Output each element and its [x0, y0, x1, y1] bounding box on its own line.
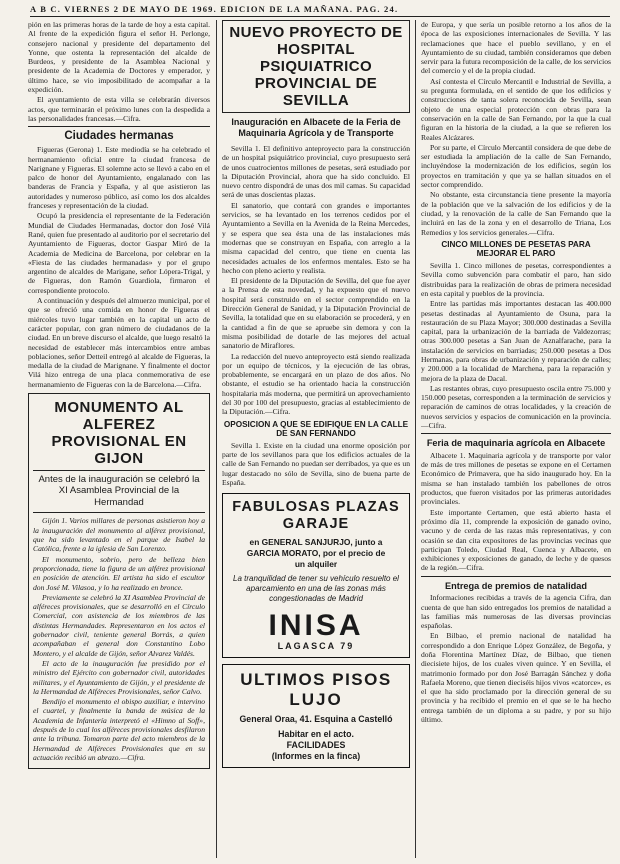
main-headline: NUEVO PROYECTO DE HOSPITAL PSIQUIATRICO PROVINCIAL DE SEVILLA [222, 20, 410, 113]
main-deck: Inauguración en Albacete de la Feria de Maquinaria Agrícola y de Transporte [231, 117, 401, 138]
ad-line: Habitar en el acto. [278, 728, 354, 739]
divider [33, 512, 205, 513]
boxed-body [33, 516, 205, 762]
ad-line: (Informes en la finca) [271, 750, 361, 761]
masthead: A B C. VIERNES 2 DE MAYO DE 1969. EDICION DE LA MAÑANA. PAG. 24. [30, 4, 610, 17]
article-paragraph: A continuación y después del almuerzo municipal, por el que se ofreció una comida en honor de Figueras el miércoles tuvo lugar también en la capital un acto de carácter popular, con gran número de ciudadanos de la ciudad. En un breve discurso el alcalde, que luego resaltó la necesidad de establecer más intercambios entre ambas poblaciones, señor Detteil entregó al alcalde de Figueras, la medalla de la ciudad de Marignane. Y finalmente el doctor Vilá hizo entrega de una placa conmemorativa de ese hermanamiento de Figueras con la de Barcelona.—Cifra. [28, 296, 210, 389]
section-headline: Entrega de premios de natalidad [445, 580, 587, 591]
article-paragraph: Previamente se celebró la XI Asamblea Provincial de alféreces provisionales, que se desarrolló en el Círculo Comercial, con asistencia de los miembros de las distintas Hermandades. Representaron en los actos el gobernador civil, teniente general Borrás, a quien acompañaban el general don Constantino Lobo Montero, y el alcalde de Gijón, señor Alvarez Valdés. [33, 592, 205, 658]
column-rule [415, 20, 416, 858]
divider [28, 126, 210, 127]
ad-line: GARCIA MORATO, por el precio de [246, 548, 386, 559]
article-paragraph: Figueras (Gerona) 1. Este mediodía se ha celebrado el hermanamiento oficial entre la ciudad francesa de Narignane y Figueras. El solemne acto se llevó a cabo en el palco de honor del Ayuntamiento, engalanado con las banderas de Francia y España, y al que asistieron las autoridades y numeroso público, así como los dos alcaldes franceses y representación de la ciudad. [28, 145, 210, 211]
article-paragraph: La redacción del nuevo anteproyecto está siendo realizada por un equipo de técnicos, y la ejecución de las obras, probablemente, se encargará en un plazo de dos años. No obstante, el estudio se ha orientado hacia la construcción hospitalaria más moderna, que permitirá un aprovechamiento del 30 por 100 del presupuesto, gracias al establecimiento de la Diputación.—Cifra. [222, 351, 410, 417]
article-paragraph: Este importante Certamen, que está abierto hasta el próximo día 11, comprende la exposición de ganado ovino, vacuno y de cerda de las razas más representativas, y con ocasión se dan cita expositores de las provincias vecinas que participan Toledo, Ciudad Real, Cuenca y Albacete, en exhibiciones y exposiciones de ganado, de leche y de quesos de la región.—Cifra. [421, 507, 611, 573]
boxed-article [28, 393, 210, 769]
article-paragraph: El ayuntamiento de esta villa se celebrarán diversos actos, que terminarán el próximo lunes con la despedida a las personalidades francesas.—Cifra. [28, 95, 210, 123]
ad-line: General Oraa, 41. Esquina a Castelló [239, 713, 393, 724]
section-headline: CINCO MILLONES DE PESETAS PARA MEJORAR EL PARO [441, 239, 591, 259]
divider [421, 433, 611, 434]
article-paragraph: En Bilbao, el premio nacional de natalidad ha correspondido a don Enrique López González, de Begoña, y doña Florentina Martínez Díaz, de Bilbao, que tienen diecisiete hijos, de los cuales viven quince. Y en Sevilla, el matrimonio formado por don José Barragán Sánchez y doña Rafaela Moreno, que tienen dieciséis hijos vivos «catorce», es el que ha sido proclamado por la dirección general de su provincia y ha recibido el premio en el que se le ha hecho entrega también de un diploma a su padre, y por su hijo último. [421, 631, 611, 725]
article-paragraph: Sevilla 1. El definitivo anteproyecto para la construcción de un hospital psiquiátrico provincial, cuyo presupuesto será de unos cuatrocientos millones de pesetas, será estudiado por la Diputación Provincial, ahora que ha sido concluido. El nuevo centro dispondrá de unas dos mil camas. Su capacidad será de unas doscientas plazas. [222, 144, 410, 200]
article-paragraph: El sanatorio, que contará con grandes e importantes servicios, se ha levantado en los terrenos cedidos por el Ayuntamiento a Sevilla en la Avenida de la Reina Mercedes, y se espera que sea ésta una de las instalaciones más modernas que se construyan en España, con arreglo a la misma capacidad del centro, que tiene en cuenta las necesidades actuales de los enfermos mentales. Esto se ha hecho con pleno acierto y realista. [222, 200, 410, 275]
section-headline: Ciudades hermanas [64, 130, 174, 143]
article-paragraph: Gijón 1. Varios millares de personas asistieron hoy a la inauguración del monumento al alférez provisional, que ha sido levantado en el parque de Isabel la Católica, frente a la iglesia de San Lorenzo. [33, 516, 205, 554]
boxed-deck: Antes de la inauguración se celebró la XI Asamblea Provincial de la Hermandad [38, 473, 200, 508]
logo-text: INISA [268, 609, 364, 643]
logo-subtext: LAGASCA 79 [277, 641, 355, 652]
ad-headline: GARAJE [282, 516, 350, 533]
boxed-headline: MONUMENTO AL ALFEREZ PROVISIONAL EN GIJON [51, 398, 187, 467]
advertisement-garage [222, 493, 410, 657]
article-paragraph: No obstante, esta circunstancia tiene presente la mayoría de la población que ve la salvación de los edificios y de la ciudad, y la renovación de la calle de San Fernando que la incluirá en las de la zona y en el desarrollo de Triana, Los Remedios y los servicios generales.—Cifra. [421, 190, 611, 237]
section-headline: Feria de maquinaria agrícola en Albacete [426, 438, 606, 449]
ad-line: FACILIDADES [286, 739, 346, 750]
article-paragraph: Informaciones recibidas a través de la agencia Cifra, dan cuenta de que han sido entregados los premios de natalidad a las familias más numerosas de las diversas provincias españolas. [421, 593, 611, 631]
article-paragraph: El monumento, sobrio, pero de belleza bien proporcionada, tiene la figura de un alférez provisional en posición de atención. El artista ha sido el escultor don José M. Vilasoa, y lo ha realizado en bronce. [33, 554, 205, 592]
divider [33, 470, 205, 471]
column-rule [216, 20, 217, 858]
ad-headline: ULTIMOS PISOS [240, 669, 392, 689]
ad-line: en GENERAL SANJURJO, junto a [249, 537, 383, 548]
ad-headline: FABULOSAS PLAZAS [232, 499, 400, 516]
column-center [222, 20, 410, 858]
article-paragraph: Por su parte, el Círculo Mercantil considera de que debe de ser estudiada la ampliación de la calle de San Fernando, incluyéndose la modernización de los edificios, según los proyectos en tramitación y que ya se hallan situados en el sector comprendido. [421, 142, 611, 190]
ad-tagline: La tranquilidad de tener su vehículo resuelto el aparcamiento en una de las zonas más congestionadas de Madrid [233, 574, 399, 604]
column-right [421, 20, 611, 858]
article-paragraph: El presidente de la Diputación de Sevilla, del que fue ayer a la Prensa de esta novedad, y ha expuesto que el nuevo hospital será construido en el sector comprendido en la Dirección General de Sanidad, y la Diputación Provincial de Sevilla, la totalidad que en su elaboración se procederá, y en la cantidad a fin de que se apruebe sin demora y con la misma posibilidad de dotarle de las mejores del actual sanatorio de Miraflores. [222, 276, 410, 351]
article-paragraph: Las restantes obras, cuyo presupuesto oscila entre 75.000 y 150.000 pesetas, corresponden a la terminación de servicios y reparación de caminos de otras localidades, y la creación de nuevos servicios y espacios de comunicación en la provincia.—Cifra. [421, 383, 611, 431]
article-paragraph: Sevilla 1. Existe en la ciudad una enorme oposición por parte de los sevillanos para que los edificios actuales de la calle de San Fernando no puedan ser derribados, ya que es un lugar destacado no sólo de Sevilla, sino de buena parte de España. [222, 440, 410, 487]
article-paragraph: Albacete 1. Maquinaria agrícola y de transporte por valor de más de tres millones de pesetas se expone en el Certamen Económico de Primavera, que ha sido inaugurado hoy. En la misma se han instalado también los pabellones de otros productos, que fueron visitados por las primeras autoridades provinciales. [421, 450, 611, 507]
column-left [28, 20, 210, 858]
ad-headline: LUJO [289, 689, 343, 709]
divider [421, 576, 611, 577]
article-paragraph: Así contesta el Círculo Mercantil e Industrial de Sevilla, a su pregunta formulada, en el sentido de que los edificios y construcciones de tanta solera reconocida de Sevilla, sean objeto de una especial protección con obras para la conservación en la calle de San Fernando, por la que la cual figuran en la historia de la ciudad, a la que se refieren los Reales Alcázares. [421, 76, 611, 142]
section-headline: OPOSICION A QUE SE EDIFIQUE EN LA CALLE DE SAN FERNANDO [223, 419, 409, 439]
article-paragraph: El acto de la inauguración fue presidido por el ministro del Ejército con gobernador civil, autoridades militares, y el Ayuntamiento de Gijón, y el presidente de la Hermandad de Alféreces Provisionales, señor Calvo. [33, 658, 205, 696]
article-paragraph: pión en las primeras horas de la tarde de hoy a esta capital. Al frente de la expedición figura el señor H. Perlonge, consejero nacional y presidente del departamento del Yonne, que ostenta la representación del alcalde de Burdeos, y presidente de la Asamblea Nacional y presidente de la Academia de Doctores y emperador, y último hace, se vio imposibilitado de acompañar a la expedición. [28, 20, 210, 95]
article-paragraph: Ocupó la presidencia el representante de la Federación Mundial de Ciudades Hermanadas, doctor don José Vilá Rané, quien fue presentado al auditorio por el secretario del Ayuntamiento de Figueras, doctor Gaspar Miró de la Academia de Medicina de Barcelona, por celebrar en la «Fiesta de las ciudades hermanadas» y por el grupo argentino de alcaldes de Marigane, señor Lópera-Trigal, y de Figueras, don Ramón Guardiola, firmaron el correspondiente protocolo. [28, 211, 210, 295]
article-paragraph: de Europa, y que sería un posible retorno a los años de la época de las exposiciones internacionales de Sevilla. Y las reclamaciones que hace el pueblo sevillano, y en el Ayuntamiento de su ciudad, también consideramos que deben servir para la futura recomposición de la calle, de los servicios del comercio y el de la propia ciudad. [421, 20, 611, 76]
article-paragraph: Bendijo el monumento el obispo auxiliar, e intervino el cuartel, y finalmente la banda de música de la Academia de Infantería interpretó el «Himno al Soff», después de lo cual los alféreces provisionales desfilaron ante la tribuna. Tomaron parte del acto miembros de la Hermandad de Alféreces Provisionales que en su actuación recibió un abrazo.—Cifra. [33, 697, 205, 762]
ad-line: un alquiler [294, 559, 338, 570]
article-paragraph: Entre las partidas más importantes destacan las 400.000 pesetas destinadas al Ayuntamiento de Osuna, para la restauración de su Plaza Mayor; 300.000 destinadas a Sevilla capital, para la urbanización de la barriada de Valdezorras; otras 300.000 pesetas a San Juan de Aznalfarache, para la instalación de servicios en barriadas; 250.000 pesetas a Dos Hermanas, para obras de urbanización y reparación de calles; y 200.000 a la localidad de Marchena, para la reparación y mejora de la plaza de Dacal. [421, 299, 611, 383]
article-paragraph: Sevilla 1. Cinco millones de pesetas, correspondientes a Sevilla como subvención para combatir el paro, han sido distribuidas para la realización de obras de primera necesidad en esta capital y pueblos de la provincia. [421, 261, 611, 298]
inisa-logo [268, 610, 363, 651]
advertisement-pisos [222, 664, 410, 768]
